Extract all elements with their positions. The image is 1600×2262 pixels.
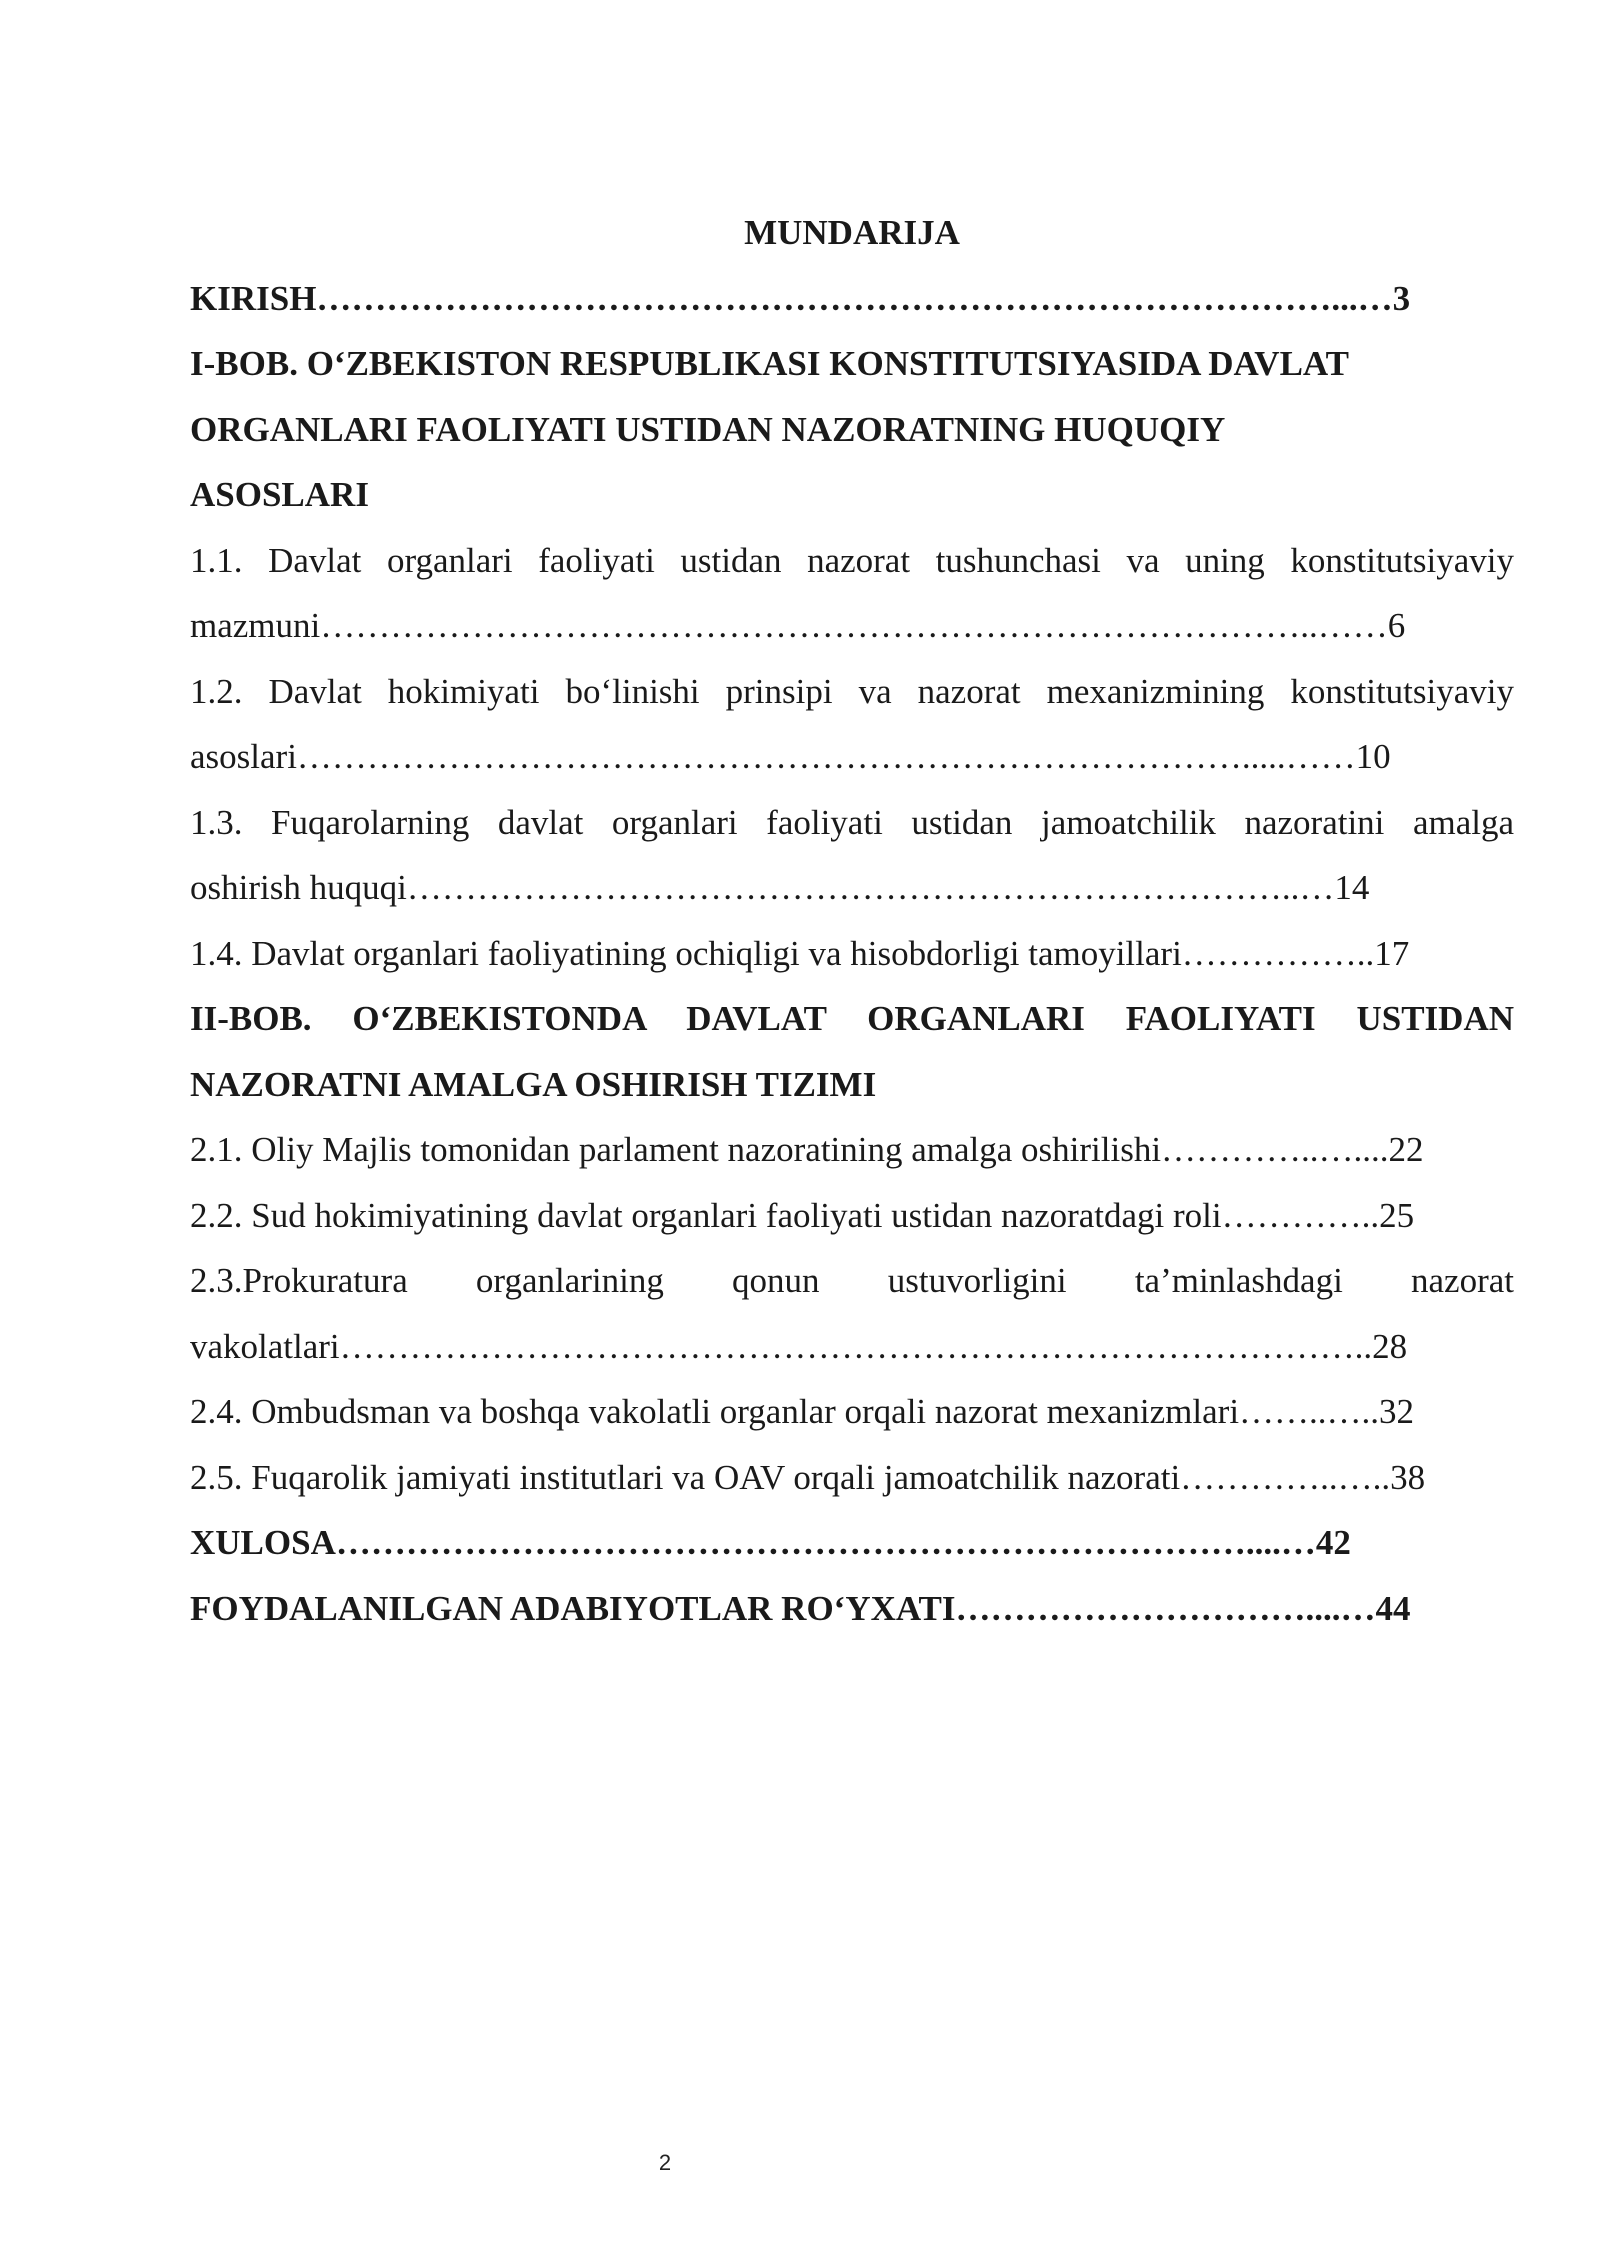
toc-entry-1-2-line-1: 1.2. Davlat hokimiyati bo‘linishi prinsipi va nazorat mexanizmining konstitutsiyaviy bbox=[190, 671, 1514, 711]
toc-entry-2-2: 2.2. Sud hokimiyatining davlat organlari faoliyati ustidan nazoratdagi roli…………..25 bbox=[190, 1195, 1415, 1235]
table-of-contents bbox=[190, 200, 1514, 1641]
toc-entry-1-3-line-2: oshirish huquqi…………………………………………………………………..…14 bbox=[190, 868, 1370, 907]
toc-entry-kirish: KIRISH……………………………………………………………………………...…3 bbox=[190, 278, 1411, 318]
toc-entry-2-5: 2.5. Fuqarolik jamiyati institutlari va OAV orqali jamoatchilik nazorati…………..…..38 bbox=[190, 1457, 1426, 1497]
page-number: 2 bbox=[658, 2150, 672, 2175]
toc-chapter-1-title-line-1: I-BOB. O‘ZBEKISTON RESPUBLIKASI KONSTITUTSIYASIDA DAVLAT bbox=[190, 344, 1349, 383]
toc-entry-1-3-line-1: 1.3. Fuqarolarning davlat organlari faoliyati ustidan jamoatchilik nazoratini amalga bbox=[190, 802, 1514, 842]
toc-entry-1-4: 1.4. Davlat organlari faoliyatining ochiqligi va hisobdorligi tamoyillari……………..17 bbox=[190, 933, 1410, 973]
toc-entry-1-1-line-1: 1.1. Davlat organlari faoliyati ustidan nazorat tushunchasi va uning konstitutsiyaviy bbox=[190, 540, 1514, 580]
toc-entry-2-3-line-1: 2.3.Prokuratura organlarining qonun ustuvorligini ta’minlashdagi nazorat bbox=[190, 1261, 1514, 1300]
toc-entry-xulosa: XULOSA……………………………………………………………………....…42 bbox=[190, 1523, 1351, 1562]
toc-entry-2-4: 2.4. Ombudsman va boshqa vakolatli organlar orqali nazorat mexanizmlari……..…..32 bbox=[190, 1392, 1415, 1431]
toc-entry-bibliography: FOYDALANILGAN ADABIYOTLAR RO‘YXATI…………………………....…44 bbox=[190, 1588, 1411, 1628]
page-title: MUNDARIJA bbox=[744, 213, 960, 252]
toc-chapter-2-title-line-1: II-BOB. O‘ZBEKISTONDA DAVLAT ORGANLARI FAOLIYATI USTIDAN bbox=[190, 999, 1514, 1038]
toc-chapter-1-title-line-2: ORGANLARI FAOLIYATI USTIDAN NAZORATNING HUQUQIY bbox=[190, 409, 1226, 449]
toc-chapter-1-title-line-3: ASOSLARI bbox=[190, 475, 369, 514]
toc-entry-2-3-line-2: vakolatlari……………………………………………………………………………..28 bbox=[190, 1326, 1408, 1366]
toc-entry-1-2-line-2: asoslari……………………………………………………………………….....……10 bbox=[190, 737, 1391, 776]
toc-entry-1-1-line-2: mazmuni…………………………………………………………………………..……6 bbox=[190, 606, 1406, 645]
toc-chapter-2-title-line-2: NAZORATNI AMALGA OSHIRISH TIZIMI bbox=[190, 1064, 877, 1104]
toc-entry-2-1: 2.1. Oliy Majlis tomonidan parlament nazoratining amalga oshirilishi…………..…....22 bbox=[190, 1130, 1424, 1169]
